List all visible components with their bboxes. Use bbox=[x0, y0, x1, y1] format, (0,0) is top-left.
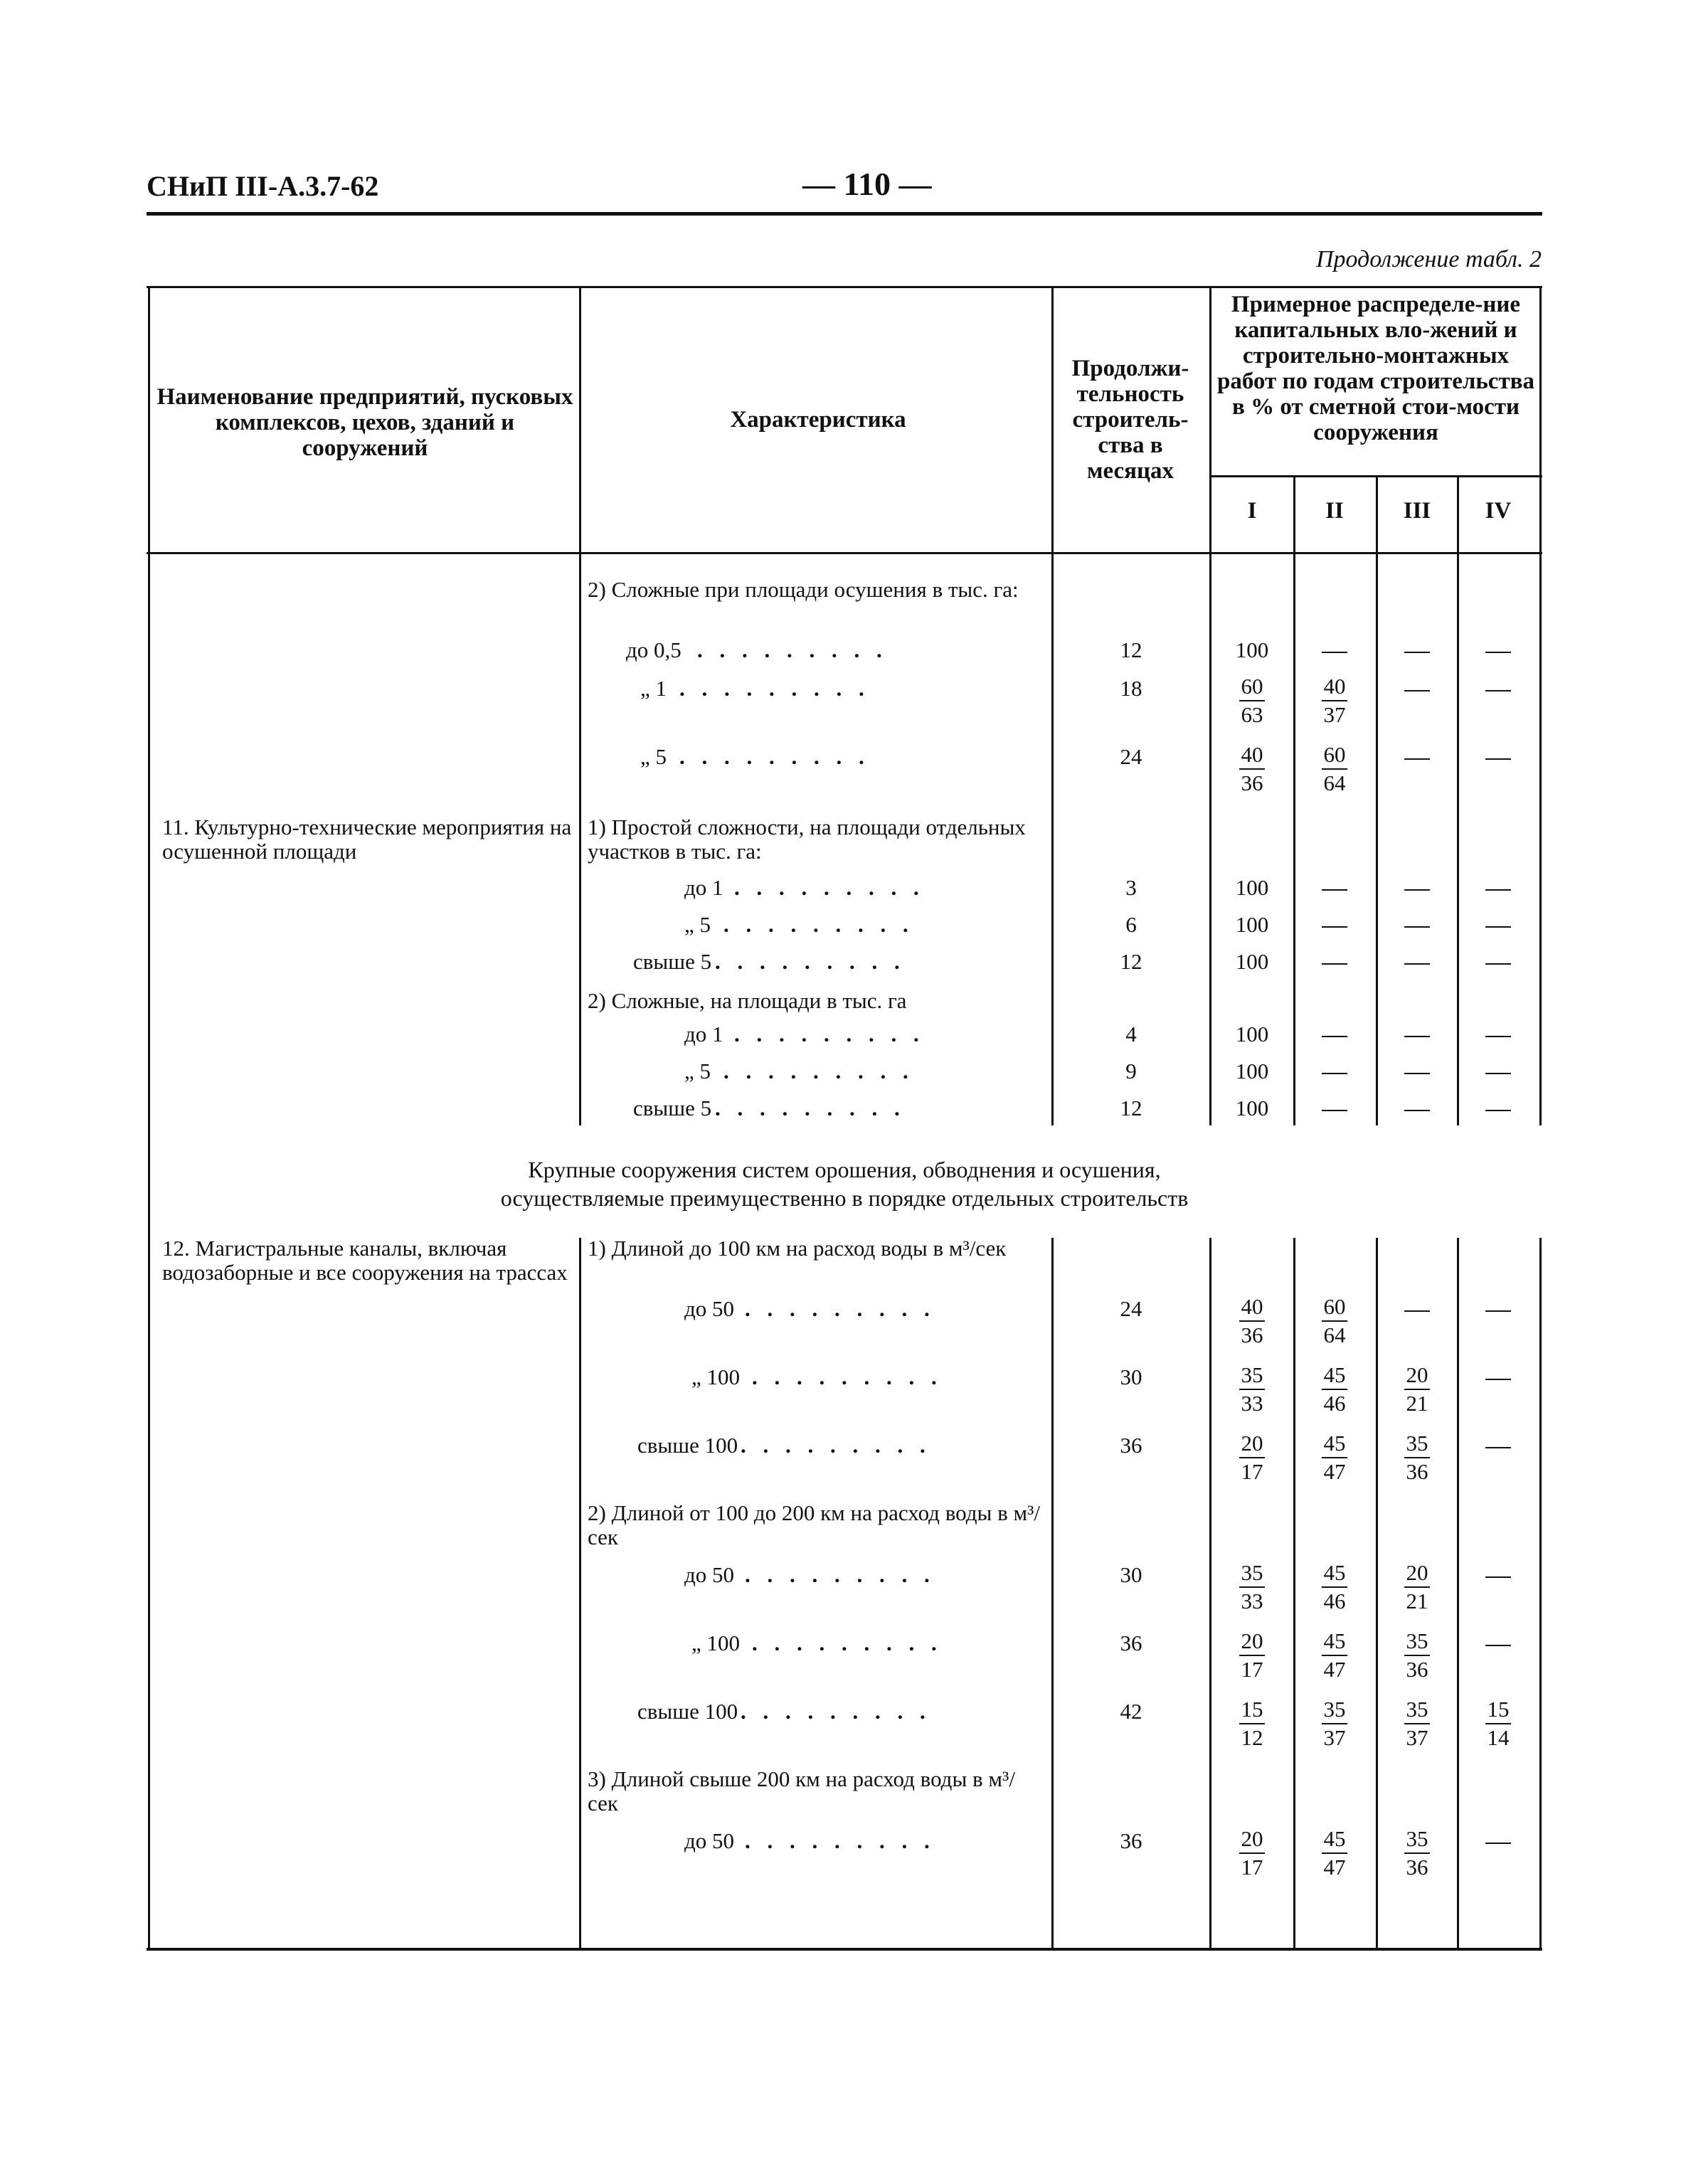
duration-value: 4 bbox=[1125, 1022, 1137, 1046]
col-divider-1b bbox=[579, 1238, 581, 1949]
fraction-numerator: 45 bbox=[1322, 1430, 1347, 1458]
empty-dash bbox=[1322, 889, 1347, 891]
year-header-3: III bbox=[1403, 498, 1431, 524]
item-12-name: 12. Магистральные каналы, включая водозаборные и все сооружения на трассах bbox=[162, 1236, 568, 1285]
leader-dots: . . . . . . . . . bbox=[697, 637, 888, 662]
col-divider-4a bbox=[1293, 475, 1295, 1125]
fraction-value bbox=[1231, 1293, 1273, 1349]
fraction-value bbox=[1396, 1362, 1438, 1417]
table-header-bottom-border bbox=[147, 552, 1542, 554]
fraction-numerator: 45 bbox=[1322, 1559, 1347, 1588]
empty-dash bbox=[1485, 1036, 1511, 1037]
percent-value: 100 bbox=[1235, 1096, 1269, 1120]
duration-value: 30 bbox=[1120, 1562, 1142, 1587]
fraction-value bbox=[1396, 1825, 1438, 1881]
fraction-denominator: 47 bbox=[1323, 1855, 1346, 1880]
fraction-numerator: 60 bbox=[1322, 1293, 1347, 1322]
empty-dash bbox=[1322, 1036, 1347, 1037]
col-divider-4b bbox=[1293, 1238, 1295, 1949]
fraction-numerator: 60 bbox=[1239, 673, 1265, 701]
leader-dots: . . . . . . . . . bbox=[734, 1022, 925, 1046]
row-label: „ 100 bbox=[691, 1364, 741, 1389]
fraction-value bbox=[1396, 1559, 1438, 1615]
fraction-numerator: 35 bbox=[1404, 1628, 1430, 1656]
fraction-value bbox=[1231, 1559, 1273, 1615]
fraction-numerator: 20 bbox=[1404, 1362, 1430, 1390]
percent-value: 100 bbox=[1235, 912, 1269, 937]
col-divider-2b bbox=[1051, 1238, 1054, 1949]
leader-dots: . . . . . . . . . bbox=[752, 1364, 943, 1389]
leader-dots: . . . . . . . . . bbox=[734, 875, 925, 900]
fraction-denominator: 17 bbox=[1241, 1855, 1263, 1880]
group-title: 2) Сложные, на площади в тыс. га bbox=[588, 988, 907, 1013]
fraction-numerator: 35 bbox=[1239, 1559, 1265, 1588]
duration-value: 24 bbox=[1120, 1296, 1142, 1321]
fraction-numerator: 35 bbox=[1404, 1430, 1430, 1458]
fraction-numerator: 20 bbox=[1239, 1430, 1265, 1458]
duration-value: 9 bbox=[1125, 1059, 1137, 1083]
group-title: 1) Простой сложности, на площади отдельных участков в тыс. га: bbox=[588, 815, 1026, 864]
fraction-denominator: 37 bbox=[1323, 702, 1346, 727]
duration-value: 12 bbox=[1120, 949, 1142, 974]
row-label: до 50 bbox=[684, 1562, 735, 1587]
duration-value: 24 bbox=[1120, 744, 1142, 769]
empty-dash bbox=[1322, 652, 1347, 653]
duration-value: 6 bbox=[1125, 912, 1137, 937]
fraction-numerator: 45 bbox=[1322, 1825, 1347, 1854]
row-label: до 50 bbox=[684, 1296, 735, 1321]
empty-dash bbox=[1485, 1073, 1511, 1074]
fraction-value bbox=[1313, 1559, 1356, 1615]
duration-value: 12 bbox=[1120, 1096, 1142, 1120]
row-label: до 1 bbox=[684, 875, 723, 900]
fraction-numerator: 45 bbox=[1322, 1362, 1347, 1390]
table-top-border bbox=[147, 286, 1542, 288]
fraction-value bbox=[1313, 1430, 1356, 1485]
fraction-numerator: 45 bbox=[1322, 1628, 1347, 1656]
empty-dash bbox=[1322, 1073, 1347, 1074]
year-header-1: I bbox=[1247, 498, 1257, 524]
group-title: 2) Сложные при площади осушения в тыс. га: bbox=[588, 577, 1019, 602]
duration-value: 42 bbox=[1120, 1699, 1142, 1724]
table-left-border bbox=[148, 286, 150, 1949]
empty-dash bbox=[1485, 963, 1511, 965]
year-header-2: II bbox=[1325, 498, 1344, 524]
fraction-value bbox=[1231, 1696, 1273, 1751]
empty-dash bbox=[1485, 1645, 1511, 1646]
fraction-value bbox=[1313, 1696, 1356, 1751]
empty-dash bbox=[1485, 1843, 1511, 1844]
row-label: „ 5 bbox=[684, 912, 711, 937]
fraction-denominator: 21 bbox=[1406, 1589, 1428, 1613]
fraction-numerator: 15 bbox=[1485, 1696, 1511, 1724]
leader-dots: . . . . . . . . . bbox=[752, 1631, 943, 1655]
fraction-denominator: 17 bbox=[1241, 1459, 1263, 1484]
col-divider-3a bbox=[1209, 286, 1211, 1125]
fraction-denominator: 36 bbox=[1406, 1657, 1428, 1682]
empty-dash bbox=[1404, 963, 1430, 965]
fraction-denominator: 36 bbox=[1241, 770, 1263, 795]
fraction-value bbox=[1231, 673, 1273, 728]
col-divider-5a bbox=[1376, 475, 1378, 1125]
fraction-value bbox=[1313, 1825, 1356, 1881]
fraction-value bbox=[1477, 1696, 1520, 1751]
fraction-denominator: 46 bbox=[1323, 1391, 1346, 1416]
section-title-line-1: Крупные сооружения систем орошения, обводнения и осушения, bbox=[528, 1157, 1161, 1182]
row-label: до 0,5 bbox=[626, 637, 682, 662]
fraction-numerator: 60 bbox=[1322, 741, 1347, 770]
percent-value: 100 bbox=[1235, 875, 1269, 900]
leader-dots: . . . . . . . . . bbox=[679, 744, 870, 769]
leader-dots: . . . . . . . . . bbox=[723, 912, 914, 937]
fraction-denominator: 37 bbox=[1323, 1725, 1346, 1750]
fraction-denominator: 36 bbox=[1241, 1322, 1263, 1347]
empty-dash bbox=[1485, 1110, 1511, 1111]
duration-value: 3 bbox=[1125, 875, 1137, 900]
row-label: до 50 bbox=[684, 1828, 735, 1853]
fraction-numerator: 40 bbox=[1239, 741, 1265, 770]
table-bottom-border bbox=[147, 1948, 1542, 1951]
col-divider-5b bbox=[1376, 1238, 1378, 1949]
page-number: — 110 — bbox=[802, 166, 932, 202]
leader-dots: . . . . . . . . . bbox=[679, 676, 870, 701]
leader-dots: . . . . . . . . . bbox=[745, 1562, 935, 1587]
fraction-value bbox=[1231, 1825, 1273, 1881]
fraction-value bbox=[1231, 1628, 1273, 1683]
empty-dash bbox=[1485, 1447, 1511, 1448]
col-header-name: Наименование предприятий, пусковых комплексов, цехов, зданий и сооружений bbox=[157, 384, 573, 461]
fraction-denominator: 64 bbox=[1323, 770, 1346, 795]
col-divider-6b bbox=[1457, 1238, 1459, 1949]
fraction-value bbox=[1313, 673, 1356, 728]
empty-dash bbox=[1322, 963, 1347, 965]
fraction-denominator: 36 bbox=[1406, 1459, 1428, 1484]
fraction-denominator: 14 bbox=[1487, 1725, 1510, 1750]
year-header-4: IV bbox=[1485, 498, 1512, 524]
percent-value: 100 bbox=[1235, 949, 1269, 974]
fraction-numerator: 15 bbox=[1239, 1696, 1265, 1724]
col-header-duration: Продолжи-тельность строитель-ства в месяцах bbox=[1071, 356, 1189, 484]
fraction-numerator: 40 bbox=[1239, 1293, 1265, 1322]
leader-dots: . . . . . . . . . bbox=[741, 1699, 931, 1724]
empty-dash bbox=[1485, 1576, 1511, 1578]
row-label: до 1 bbox=[684, 1022, 723, 1046]
item-11-name: 11. Культурно-технические мероприятия на осушенной площади bbox=[162, 815, 572, 864]
fraction-denominator: 21 bbox=[1406, 1391, 1428, 1416]
empty-dash bbox=[1404, 889, 1430, 891]
leader-dots: . . . . . . . . . bbox=[715, 1096, 906, 1120]
fraction-denominator: 36 bbox=[1406, 1855, 1428, 1880]
table-right-border-a bbox=[1539, 286, 1542, 1125]
fraction-value bbox=[1231, 1362, 1273, 1417]
empty-dash bbox=[1485, 926, 1511, 928]
row-label: „ 5 bbox=[640, 744, 667, 769]
group-title: 3) Длиной свыше 200 км на расход воды в м³/сек bbox=[588, 1766, 1015, 1815]
fraction-numerator: 20 bbox=[1239, 1825, 1265, 1854]
percent-value: 100 bbox=[1235, 1022, 1269, 1046]
col-divider-6a bbox=[1457, 475, 1459, 1125]
duration-value: 36 bbox=[1120, 1828, 1142, 1853]
fraction-value bbox=[1313, 1362, 1356, 1417]
col-header-characteristic: Характеристика bbox=[730, 407, 906, 433]
fraction-numerator: 40 bbox=[1322, 673, 1347, 701]
fraction-value bbox=[1231, 1430, 1273, 1485]
fraction-denominator: 64 bbox=[1323, 1322, 1346, 1347]
empty-dash bbox=[1485, 1379, 1511, 1380]
fraction-numerator: 20 bbox=[1404, 1559, 1430, 1588]
fraction-numerator: 35 bbox=[1239, 1362, 1265, 1390]
row-label: свыше 100 bbox=[637, 1433, 738, 1458]
row-label: свыше 5 bbox=[633, 949, 712, 974]
section-title-line-2: осуществляемые преимущественно в порядке отдельных строительств bbox=[500, 1185, 1189, 1211]
leader-dots: . . . . . . . . . bbox=[741, 1433, 931, 1458]
leader-dots: . . . . . . . . . bbox=[715, 949, 906, 974]
row-label: свыше 100 bbox=[637, 1699, 738, 1724]
fraction-denominator: 33 bbox=[1241, 1589, 1263, 1613]
fraction-value bbox=[1396, 1628, 1438, 1683]
fraction-denominator: 33 bbox=[1241, 1391, 1263, 1416]
duration-value: 36 bbox=[1120, 1433, 1142, 1458]
col-divider-1a bbox=[579, 286, 581, 1125]
fraction-value bbox=[1313, 1628, 1356, 1683]
col-divider-2a bbox=[1051, 286, 1054, 1125]
empty-dash bbox=[1404, 926, 1430, 928]
fraction-value bbox=[1396, 1696, 1438, 1751]
fraction-value bbox=[1231, 741, 1273, 797]
percent-value: 100 bbox=[1235, 637, 1269, 662]
empty-dash bbox=[1404, 690, 1430, 691]
fraction-numerator: 35 bbox=[1322, 1696, 1347, 1724]
empty-dash bbox=[1404, 1310, 1430, 1312]
empty-dash bbox=[1485, 690, 1511, 691]
fraction-denominator: 17 bbox=[1241, 1657, 1263, 1682]
table-right-border-b bbox=[1539, 1238, 1542, 1949]
fraction-denominator: 47 bbox=[1323, 1657, 1346, 1682]
fraction-denominator: 12 bbox=[1241, 1725, 1263, 1750]
fraction-value bbox=[1313, 741, 1356, 797]
leader-dots: . . . . . . . . . bbox=[745, 1296, 935, 1321]
duration-value: 36 bbox=[1120, 1631, 1142, 1655]
group-title: 2) Длиной от 100 до 200 км на расход воды в м³/сек bbox=[588, 1500, 1040, 1549]
empty-dash bbox=[1485, 758, 1511, 760]
table-continuation-note: Продолжение табл. 2 bbox=[1315, 246, 1542, 272]
row-label: „ 1 bbox=[640, 676, 667, 701]
fraction-value bbox=[1396, 1430, 1438, 1485]
group-title: 1) Длиной до 100 км на расход воды в м³/сек bbox=[588, 1236, 1007, 1261]
leader-dots: . . . . . . . . . bbox=[745, 1828, 935, 1853]
empty-dash bbox=[1485, 889, 1511, 891]
empty-dash bbox=[1322, 1110, 1347, 1111]
percent-value: 100 bbox=[1235, 1059, 1269, 1083]
document-code: СНиП III-А.3.7-62 bbox=[147, 170, 379, 202]
empty-dash bbox=[1404, 652, 1430, 653]
col-divider-3b bbox=[1209, 1238, 1211, 1949]
empty-dash bbox=[1404, 758, 1430, 760]
empty-dash bbox=[1404, 1073, 1430, 1074]
duration-value: 12 bbox=[1120, 637, 1142, 662]
fraction-numerator: 35 bbox=[1404, 1696, 1430, 1724]
empty-dash bbox=[1322, 926, 1347, 928]
row-label: свыше 5 bbox=[633, 1096, 712, 1120]
fraction-value bbox=[1313, 1293, 1356, 1349]
col-header-distribution: Примерное распределе-ние капитальных вло-жений и строительно-монтажных работ по годам строительства в % от сметной стои-мости сооружения bbox=[1217, 292, 1534, 445]
empty-dash bbox=[1485, 1310, 1511, 1312]
fraction-denominator: 47 bbox=[1323, 1459, 1346, 1484]
leader-dots: . . . . . . . . . bbox=[723, 1059, 914, 1083]
empty-dash bbox=[1404, 1036, 1430, 1037]
fraction-numerator: 35 bbox=[1404, 1825, 1430, 1854]
empty-dash bbox=[1485, 652, 1511, 653]
empty-dash bbox=[1404, 1110, 1430, 1111]
header-rule bbox=[147, 212, 1542, 216]
duration-value: 30 bbox=[1120, 1364, 1142, 1389]
fraction-denominator: 37 bbox=[1406, 1725, 1428, 1750]
row-label: „ 100 bbox=[691, 1631, 741, 1655]
fraction-denominator: 63 bbox=[1241, 702, 1263, 727]
row-label: „ 5 bbox=[684, 1059, 711, 1083]
fraction-numerator: 20 bbox=[1239, 1628, 1265, 1656]
duration-value: 18 bbox=[1120, 676, 1142, 701]
fraction-denominator: 46 bbox=[1323, 1589, 1346, 1613]
